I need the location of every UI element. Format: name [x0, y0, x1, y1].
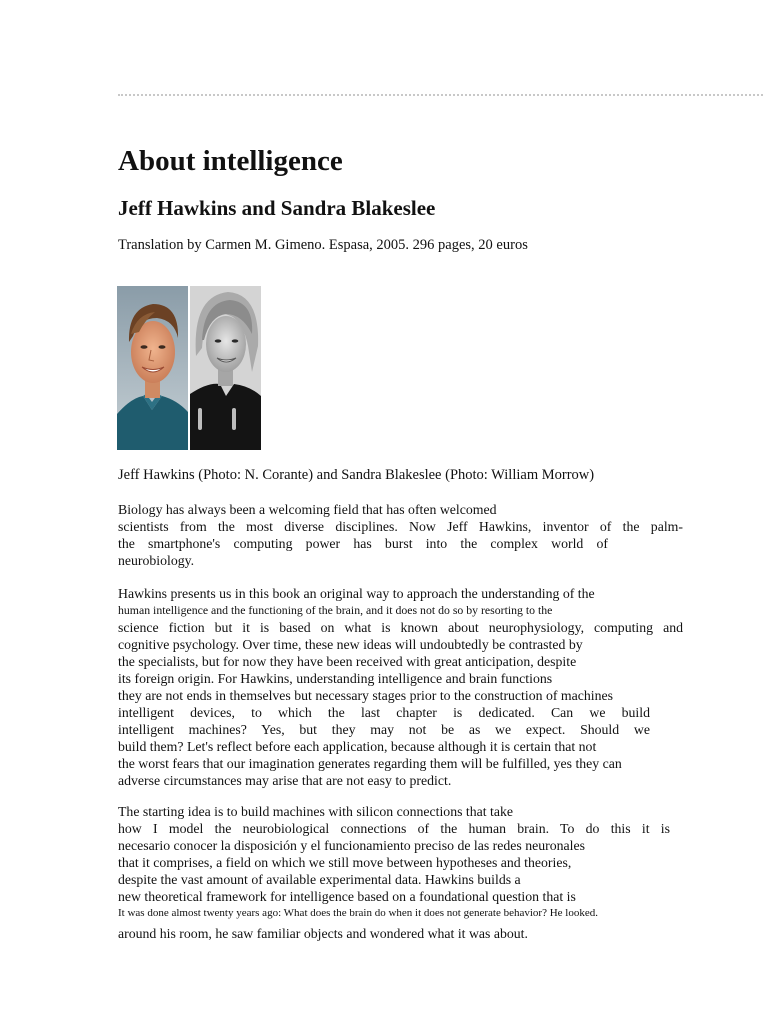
paragraph-line: that it comprises, a field on which we still move between hypotheses and theories,	[118, 855, 572, 870]
paragraph-line: they are not ends in themselves but necessary stages prior to the construction of machines	[118, 688, 614, 703]
body-paragraph-1	[118, 501, 683, 569]
paragraph-line: build them? Let's reflect before each application, because although it is certain that not	[118, 739, 597, 754]
paragraph-line: Biology has always been a welcoming field that has often welcomed	[118, 502, 497, 517]
paragraph-line: the specialists, but for now they have been received with great anticipation, despite	[118, 654, 577, 669]
paragraph-line: around his room, he saw familiar objects and wondered what it was about.	[118, 926, 528, 941]
paragraph-line: intelligent devices, to which the last chapter is dedicated. Can we build	[118, 705, 650, 720]
portrait-photo-jeff-hawkins	[117, 286, 188, 450]
dotted-divider	[118, 94, 763, 96]
paragraph-line: despite the vast amount of available experimental data. Hawkins builds a	[118, 872, 521, 887]
paragraph-line: necesario conocer la disposición y el funcionamiento preciso de las redes neuronales	[118, 838, 586, 853]
paragraph-line: the worst fears that our imagination generates regarding them will be fulfilled, yes they can	[118, 756, 622, 771]
paragraph-line: Hawkins presents us in this book an original way to approach the understanding of the	[118, 586, 595, 601]
paragraph-line: cognitive psychology. Over time, these new ideas will undoubtedly be contrasted by	[118, 637, 583, 652]
paragraph-line: adverse circumstances may arise that are not easy to predict.	[118, 773, 452, 788]
paragraph-line: It was done almost twenty years ago: What does the brain do when it does not generate behavior? He looked.	[118, 907, 598, 919]
paragraph-line: The starting idea is to build machines with silicon connections that take	[118, 804, 514, 819]
publication-info: Translation by Carmen M. Gimeno. Espasa, 2005. 296 pages, 20 euros	[118, 237, 528, 253]
body-paragraph-2	[118, 585, 683, 789]
paragraph-line: neurobiology.	[118, 553, 195, 568]
authors-heading: Jeff Hawkins and Sandra Blakeslee	[118, 196, 436, 220]
body-paragraph-3	[118, 803, 683, 942]
page-title: About intelligence	[118, 145, 343, 177]
paragraph-line: science fiction but it is based on what is known about neurophysiology, computing and	[118, 620, 683, 635]
paragraph-line: the smartphone's computing power has burst into the complex world of	[118, 536, 608, 551]
paragraph-line: how I model the neurobiological connections of the human brain. To do this it is	[118, 821, 670, 836]
paragraph-line: its foreign origin. For Hawkins, understanding intelligence and brain functions	[118, 671, 553, 686]
paragraph-line: scientists from the most diverse disciplines. Now Jeff Hawkins, inventor of the palm-	[118, 519, 683, 534]
paragraph-line: human intelligence and the functioning of the brain, and it does not do so by resorting to the	[118, 603, 553, 617]
paragraph-line: new theoretical framework for intelligence based on a foundational question that is	[118, 889, 576, 904]
paragraph-line: intelligent machines? Yes, but they may not be as we expect. Should we	[118, 722, 650, 737]
photo-caption: Jeff Hawkins (Photo: N. Corante) and Sandra Blakeslee (Photo: William Morrow)	[118, 467, 595, 483]
portrait-photo-sandra-blakeslee	[190, 286, 261, 450]
